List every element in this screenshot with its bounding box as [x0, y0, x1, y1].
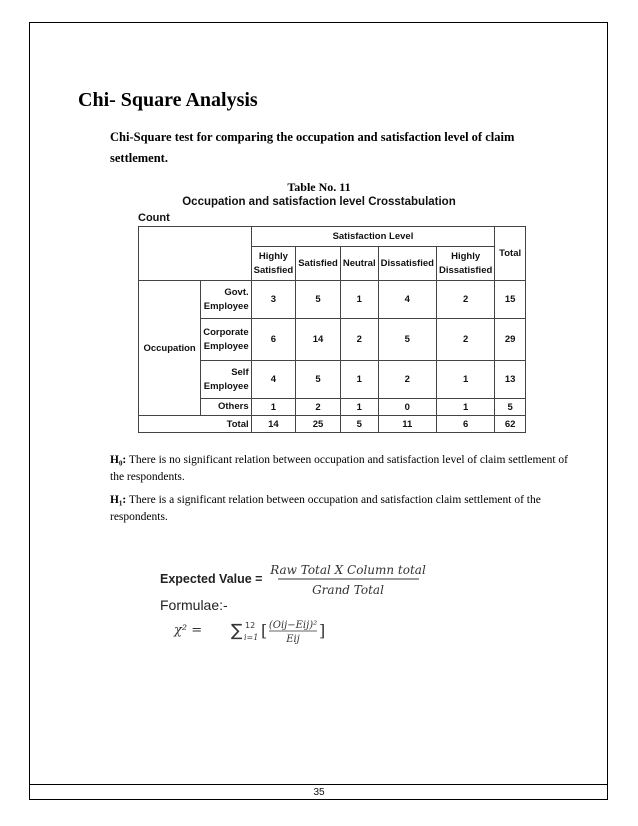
table-cell: 0 [378, 399, 436, 416]
table-row [139, 281, 526, 319]
table-cell: 1 [436, 361, 494, 399]
col-header-highly-satisfied: Highly Satisfied [251, 247, 296, 281]
table-cell: 13 [495, 361, 526, 399]
row-label: Self Employee [201, 361, 251, 399]
table-cell: 5 [296, 281, 341, 319]
col-header-satisfied: Satisfied [296, 247, 341, 281]
row-group-label: Occupation [139, 281, 201, 416]
table-cell: 1 [436, 399, 494, 416]
fraction-numerator: (Oij−Eij)² [268, 620, 318, 631]
table-cell: 11 [378, 416, 436, 433]
sum-symbol: ∑ [231, 621, 243, 641]
col-header-neutral: Neutral [340, 247, 378, 281]
table-cell: 2 [296, 399, 341, 416]
table-cell: 4 [378, 281, 436, 319]
h0-text: There is no significant relation between occupation and satisfaction level of claim settlement of the respondents. [110, 454, 568, 483]
group-header: Satisfaction Level [251, 227, 495, 247]
crosstab-table [138, 226, 526, 433]
table-cell: 62 [495, 416, 526, 433]
row-label: Others [201, 399, 251, 416]
sum-lower-limit: i=1 [244, 633, 259, 642]
expected-value-label: Expected Value = [160, 572, 263, 586]
table-cell: 1 [340, 281, 378, 319]
col-header-dissatisfied: Dissatisfied [378, 247, 436, 281]
right-bracket: ] [319, 621, 326, 640]
h1-text: There is a significant relation between occupation and satisfaction claim settlement of the respondents. [110, 494, 541, 523]
table-cell: 29 [495, 319, 526, 361]
sum-upper-limit: 12 [245, 621, 256, 630]
table-cell: 6 [251, 319, 296, 361]
chi-square-lhs: χ² = [174, 623, 203, 638]
table-cell: 2 [340, 319, 378, 361]
page-number: 35 [313, 787, 325, 798]
table-cell: 5 [340, 416, 378, 433]
count-label: Count [138, 212, 170, 224]
table-row-total [139, 416, 526, 433]
corner-cell [139, 227, 252, 281]
footer-rule [30, 784, 607, 785]
table-cell: 2 [436, 319, 494, 361]
table-cell: 5 [495, 399, 526, 416]
h0-label: H₀: [110, 454, 127, 466]
hypothesis-null [110, 452, 570, 486]
table-cell: 5 [378, 319, 436, 361]
table-number: Table No. 11 [287, 180, 351, 194]
intro-text: Chi-Square test for comparing the occupation and satisfaction level of claim settlement. [110, 130, 515, 165]
table-cell: 14 [296, 319, 341, 361]
row-label: Corporate Employee [201, 319, 251, 361]
table-cell: 3 [251, 281, 296, 319]
table-cell: 2 [378, 361, 436, 399]
table-cell: 14 [251, 416, 296, 433]
left-bracket: [ [261, 621, 268, 640]
table-cell: 6 [436, 416, 494, 433]
section-title: Chi- Square Analysis [78, 89, 258, 111]
table-cell: 1 [340, 361, 378, 399]
hypothesis-alternate [110, 492, 570, 526]
table-cell: 15 [495, 281, 526, 319]
table-cell: 4 [251, 361, 296, 399]
expected-denominator: Grand Total [312, 583, 384, 597]
h1-label: H₁: [110, 494, 127, 506]
table-cell: 1 [340, 399, 378, 416]
table-cell: 25 [296, 416, 341, 433]
col-header-highly-dissatisfied: Highly Dissatisfied [436, 247, 494, 281]
fraction-denominator: Eij [286, 634, 300, 645]
col-header-total: Total [495, 227, 526, 281]
formulae-label: Formulae:- [160, 597, 228, 613]
table-cell: 2 [436, 281, 494, 319]
formula-image [160, 558, 460, 648]
table-cell: 1 [251, 399, 296, 416]
table-caption: Occupation and satisfaction level Crosstabulation [182, 196, 456, 208]
expected-numerator: Raw Total X Column total [270, 563, 426, 577]
total-row-label: Total [139, 416, 252, 433]
table-cell: 5 [296, 361, 341, 399]
row-label: Govt. Employee [201, 281, 251, 319]
